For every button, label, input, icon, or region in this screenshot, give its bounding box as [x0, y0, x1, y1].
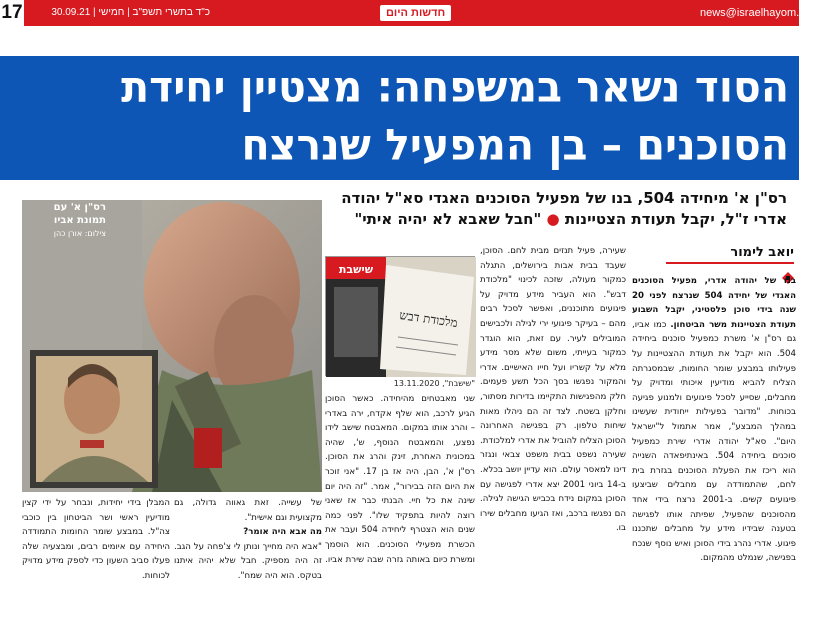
photo-caption — [26, 201, 106, 240]
article-column-5 — [22, 496, 170, 626]
headline-line-1: הסוד נשאר במשפחה: מצטיין יחידת — [121, 61, 789, 113]
inset-caption: "שישבת", 13.11.2020 — [393, 379, 475, 388]
magazine-inset-illustration — [326, 257, 476, 377]
article-body-4b: "אבא היה מחייך ונותן לי צ'פחה על הגב. זה היה מספיק. חבל שלא יהיה איתנו בטקס. הוא היה שמח". — [174, 541, 322, 581]
subheadline-line-1: רס"ן א' מיחידה 504, בנו של מפעיל הסוכנים האגדי סא"ל יהודה — [341, 189, 787, 207]
headline-line-2: הסוכנים – בן המפעיל שנרצח — [241, 119, 789, 171]
article-column-3 — [325, 392, 475, 626]
question-heading: מה אבא היה אומר? — [243, 527, 322, 538]
headline-banner — [0, 56, 799, 180]
subheadline — [317, 188, 787, 230]
main-photo-illustration — [22, 200, 322, 492]
article-column-2 — [480, 244, 626, 626]
photo-credit: צילום: אורן כהן — [53, 229, 106, 238]
contact-email[interactable]: news@israelhayom.co.il — [700, 7, 819, 19]
subheadline-line-2b: "חבל שאבא לא יהיה איתי" — [354, 210, 542, 228]
article-body-3: שני מאבטחים מהיחידה. כאשר הסוכן הגיע לרכב, הוא שלף אקדח, ירה באדרי – והרג אותו במקום. המאבטח שישב לידו נפצע, והמאבטח הנוסף, ש', שהיה במכונית האחרת, זינק והרג את הסוכן. רס"ן א', הבן, היה אז בן 17. "אני זוכר את היום הזה בבירור", אמר. "זה היה יום שינה את כל חיי. הבנתי כבר אז שאני רוצה להיות בתפקיד שלו". לפני כמה שנים הוא הצטרף ליחידה 504 ועבר את הכשרת מפעילי הסוכנים. הוא הוסמך ומשרת כיום באותה גזרה שבה שירת אביו. — [325, 394, 475, 565]
article-column-1 — [632, 274, 796, 626]
issue-date: כ"ד בתשרי תשפ"ב | חמישי | 30.09.21 — [51, 7, 210, 18]
subheadline-line-2a: אדרי ז"ל, יקבל תעודת הצטיינות — [564, 210, 787, 228]
author-byline: יואב לימור — [666, 242, 794, 264]
magazine-name: שישבת — [338, 263, 374, 276]
article-body-2: שעירה, פעיל תנזים מבית לחם. הסוכן, שעבד בבית אבות בירושלים, התגלה כמקור מעולה, שזכה לכינוי "מלכודת דבש". הוא העביר מידע מדויק על פיגועים מתוכננים, ואפשר לסכל רבים מהם – בעיקר פיגועי ירי לגילה ולכבישים המובילים לעיר. עם זאת, הוא הוגדר כמקור בעייתי, משום שלא מסר מידע מלא על קשריו ועל חייו האישיים. אדרי והמקור נפגשו בסך הכל תשע פעמים. חלק מהפגישות התקיימו בדירות מסתור, וחלקן בשטח. לצד זה הם ניהלו מאות שיחות טלפון. רק בפגישה האחרונה הסוכן הצליח להוביל את אדרי למלכודת. שעירה נשפט בבית משפט צבאי ונגזר דינו למאסר עולם. הוא עדיין יושב בכלא. ב-14 ביוני 2001 יצא אדרי לפגישה עם הסוכן במקום נידח בכביש הגישה לגילה. הם נפגשו ברכב, ואז הגיעו מחבלים שירו בו. — [480, 246, 627, 534]
photo-caption-line-1: רס"ן א' עם — [53, 202, 106, 213]
article-body-1: כמו אביו, גם רס"ן א' משרת כמפעיל סוכנים ביחידה 504. הוא יקבל את תעודת ההצטיינות על פעילותו במבצע שומר החומות, שבמסגרתה הצליח להביא מודיעין איכותי ומדויק על מחבלים, שסייע לסכל פיגועים ולמנוע פגיעה בכוחות. "מדובר בפעילות ייחודית שעשינו במהלך המבצע", אמר אתמול ל"ישראל היום". סא"ל יהודה אדרי שירת כמפעיל סוכנים ביחידה 504. באינתיפאדה השנייה הוא ריכז את הפעלת הסוכנים בגזרת בית לחם, שהתמודדה עם מחבלים שביצעו פיגועים קשים. ב-2001 נרצח בידי אחד מהסוכנים שהפעיל, שפיתה אותו לפגישה בטענה שבידיו מידע על מחבלים שתכננו פיגוע. אדרי נהרג בידי הסוכן ואיש נוסף שנכח בפגישה, שנמלט מהמקום. — [632, 319, 796, 564]
article-body-4: של עשייה. זאת גאווה גדולה, גם מקצועית וגם אישית". — [174, 498, 322, 523]
document-title: מלכודת דבש — [398, 308, 459, 331]
masthead-bar — [0, 0, 819, 26]
subheadline-line-2 — [317, 209, 787, 230]
article-lead: בנו של יהודה אדרי, מפעיל הסוכנים האגדי של יחידה 504 שנרצח לפני 20 שנה בידי סוכן פלסטיני, יקבל השבוע תעודת הצטיינות משר הביטחון. — [632, 276, 797, 330]
magazine-inset — [325, 256, 475, 376]
page-number: 17 — [0, 0, 24, 26]
bullet-icon: ● — [546, 210, 560, 228]
section-logo[interactable]: חדשות היום — [380, 5, 451, 21]
article-body-5: המבלן בידי יחידות, ונבחר על ידי קצין מודיעין ראשי ושר הביטחון בין כוכבי צה"ל. במבצע שומר החומות התמודדה היחידה עם איומים רבים, ומבצעיה שלה פעלו סביב השעון כדי לספק מידע מדויק לכוחות. — [22, 498, 170, 581]
main-photo — [22, 200, 322, 492]
photo-caption-line-2: תמונת אביו — [53, 215, 106, 226]
article-column-4 — [174, 496, 322, 626]
